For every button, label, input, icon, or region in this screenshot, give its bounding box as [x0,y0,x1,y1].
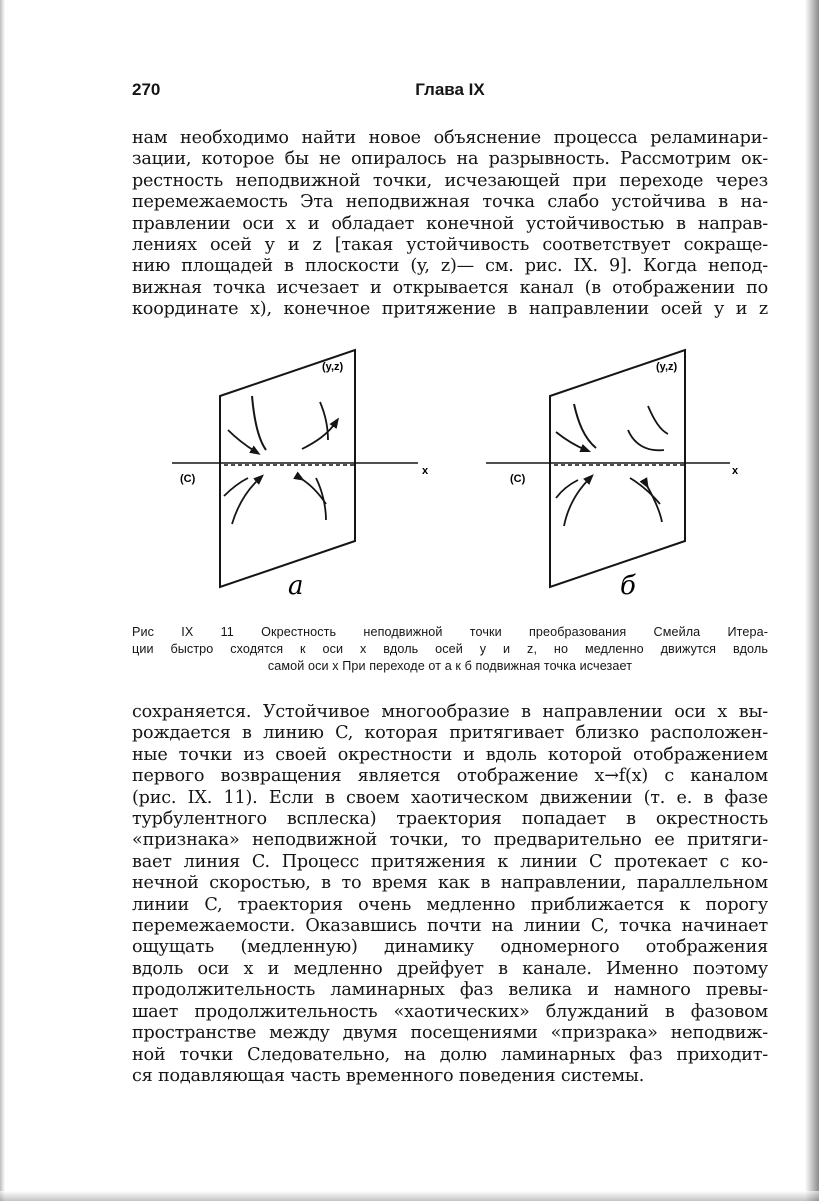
trajectory [574,404,596,448]
text-line: вижная точка исчезает и открывается канал (в отображении по [132,277,768,298]
text-line: ной точки Следовательно, на долю ламинарных фаз приходит- [132,1044,768,1065]
trajectory [224,478,248,496]
channel-label-b: (C) [510,473,526,485]
text-line: ощущать (медленную) динамику одномерного отображения [132,937,768,958]
text-line: вдоль оси x и медленно дрейфует в канале. Именно поэтому [132,958,768,979]
scan-bottom-edge [0,1191,819,1201]
plane-label-b: (y,z) [656,361,678,373]
trajectory [630,478,660,504]
scan-left-edge [0,0,5,1201]
plane-yz-a [220,350,355,587]
running-head [132,80,768,104]
text-line: правлении оси x и обладает конечной устойчивостью в направ- [132,213,768,234]
plane-yz-b [550,350,685,587]
trajectory [648,406,668,434]
trajectory [556,480,578,498]
text-line: ные точки из своей окрестности и вдоль которой отображением [132,744,768,765]
caption-line: ции быстро сходятся к оси x вдоль осей y и z, но медленно движутся вдоль [132,642,768,656]
caption-line: Рис IX 11 Окрестность неподвижной точки преобразования Смейла Итера- [132,625,768,639]
paragraph-top [132,128,768,321]
text-line: нечной скоростью, в то время как в направлении, параллельном [132,873,768,894]
figure-caption [132,624,768,675]
text-line: зации, которое бы не опиралось на разрывность. Рассмотрим ок- [132,149,768,170]
axis-label-a: x [422,465,429,477]
text-line: продолжительность ламинарных фаз велика и намного превы- [132,980,768,1001]
text-line: пространстве между двумя посещениями «призрака» неподвиж- [132,1023,768,1044]
plane-label-a: (y,z) [322,361,344,373]
text-line: сохраняется. Устойчивое многообразие в направлении оси x вы- [132,702,768,722]
text-line: турбулентного всплеска) траектория попадает в окрестность [132,809,768,830]
paragraph-bottom [132,702,768,1087]
text-line: ся подавляющая часть временного поведения системы. [132,1065,645,1086]
figure-panel-b [486,350,739,601]
scan-right-edge [805,0,819,1201]
text-line: «признака» неподвижной точки, то предварительно ее притяги- [132,830,768,851]
text-line: лениях осей y и z [такая устойчивость соответствует сокраще- [132,235,768,256]
text-line: нам необходимо найти новое объяснение процесса реламинари- [132,128,768,148]
text-line: нию площадей в плоскости (y, z)— см. рис. IX. 9]. Когда непод- [132,256,768,277]
trajectory [628,430,664,450]
text-line: вает линия C. Процесс притяжения к линии C протекает с ко- [132,851,768,872]
text-line: перемежаемости. Оказавшись почти на линии C, точка начинает [132,916,768,937]
text-line: (рис. IX. 11). Если в своем хаотическом движении (т. е. в фазе [132,787,768,808]
text-line: рестность неподвижной точки, исчезающей при переходе через [132,170,768,191]
trajectory [228,430,256,452]
trajectory [316,478,326,520]
trajectory [302,422,336,449]
text-line: первого возвращения является отображение x→f(x) с каналом [132,766,768,787]
panel-letter-b: б [620,571,636,601]
text-line: рождается в линию C, которая притягивает близко расположен- [132,723,768,744]
axis-label-b: x [732,465,739,477]
chapter-title: Глава IX [415,80,485,99]
trajectory [556,432,586,450]
page-number: 270 [132,80,161,99]
caption-line: самой оси x При переходе от а к б подвижная точка исчезает [267,659,633,673]
text-line: перемежаемость Эта неподвижная точка слабо устойчива в на- [132,192,768,213]
text-line: шает продолжительность «хаотических» блужданий в фазовом [132,1001,768,1022]
text-line: координате x), конечное притяжение в направлении осей y и z [132,299,768,320]
figure-ix-11 [160,344,760,624]
figure-panel-a [172,350,429,601]
channel-label-a: (C) [180,473,196,485]
trajectory [252,396,266,450]
panel-letter-a: а [288,571,304,601]
text-line: линии C, траектория очень медленно приближается к порогу [132,894,768,915]
